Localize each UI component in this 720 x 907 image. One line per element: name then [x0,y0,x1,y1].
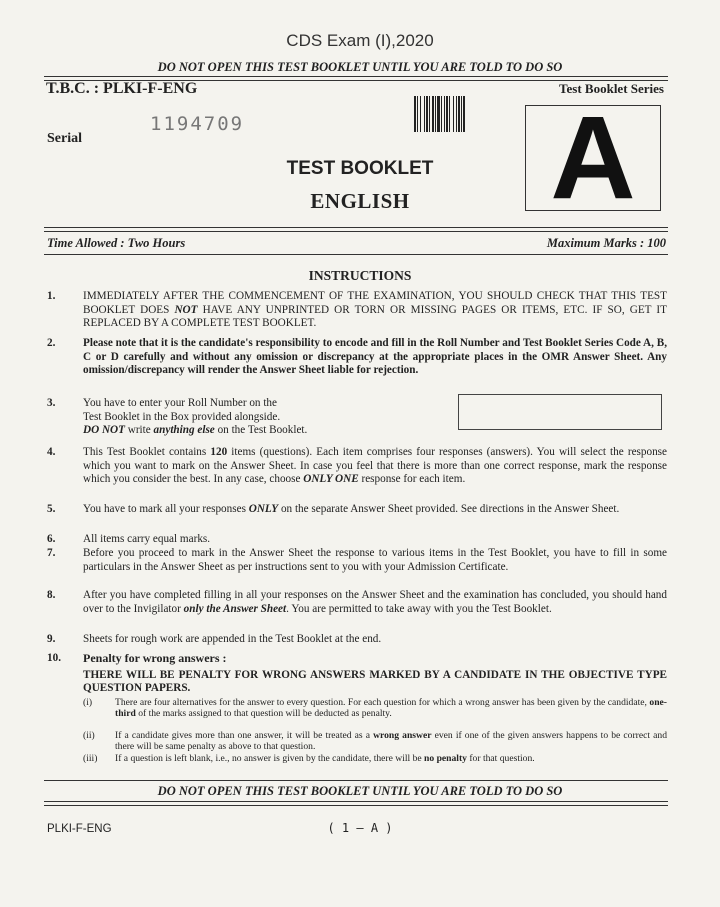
instruction-1 [47,290,667,331]
page-number: ( 1 – A ) [327,821,393,835]
item-number: 7. [47,547,56,559]
item-number: (i) [83,697,93,708]
emphasis: anything else [153,424,215,437]
item-number: 8. [47,589,56,601]
emphasis: DO NOT [83,424,125,437]
barcode [414,96,492,132]
emphasis: ONLY [248,503,279,515]
item-number: 9. [47,633,56,645]
text: Penalty for wrong answers : [83,651,227,665]
item-number: 3. [47,397,56,409]
instruction-10 [47,652,667,696]
instruction-6 [47,533,667,547]
text: on the separate Answer Sheet provided. See directions in the Answer Sheet. [278,503,620,515]
text: . You are permitted to take away with you the Test Booklet. [286,602,552,615]
text: This Test Booklet contains [83,446,211,458]
booklet-series-label: Test Booklet Series [559,81,664,96]
text: If a question is left blank, i.e., no answer is given by the candidate, there will be [115,753,425,764]
footer-code: PLKI-F-ENG [47,823,112,835]
instruction-9 [47,633,667,647]
text: THERE WILL BE PENALTY FOR WRONG ANSWERS MARKED BY A CANDIDATE IN THE OBJECTIVE TYPE QUESTION PAPERS. [83,668,667,695]
instruction-8 [47,589,667,616]
divider [44,254,668,255]
item-number: 1. [47,290,56,302]
item-number: 2. [47,337,56,349]
instruction-3 [47,397,447,438]
item-number: 4. [47,446,56,458]
top-warning: DO NOT OPEN THIS TEST BOOKLET UNTIL YOU ARE TOLD TO DO SO [157,60,563,74]
text: You have to enter your Roll Number on the [83,397,277,409]
divider [44,801,668,806]
emphasis: NOT [174,303,198,316]
instruction-7 [47,547,667,574]
text: After you have completed filling in all your responses on the Answer Sheet and the examination has concluded, you should hand over to the Invigilator [83,589,667,615]
tbc-code: T.B.C. : PLKI-F-ENG [46,80,198,97]
instruction-4 [47,446,667,487]
series-letter: A [550,92,636,224]
text: for that question. [466,753,535,764]
text: HAVE ANY UNPRINTED OR TORN OR MISSING PAGES OR ITEMS, ETC. IF SO, GET IT REPLACED BY A COMPLETE TEST BOOKLET. [83,303,667,330]
item-number: 5. [47,503,56,515]
emphasis: 120 [210,446,228,458]
text: All items carry equal marks. [83,533,211,545]
emphasis: one-third [115,697,667,719]
text: Please note that it is the candidate's responsibility to encode and fill in the Roll Number and Test Booklet Series Code A, B, C or D carefully and without any omission or discrepancy at the appropriate places in the OMR Answer Sheet. Any omission/discrepancy will render the Answer Sheet liable for rejection. [83,337,667,377]
time-allowed: Time Allowed : Two Hours [47,236,186,250]
penalty-rule-1 [83,697,667,719]
penalty-rule-2 [83,730,667,752]
divider [44,780,668,781]
text: even if one of the given answers happens to be correct and there will be same penalty as above to that question. [115,730,668,752]
maximum-marks: Maximum Marks : 100 [546,236,666,250]
text: items (questions). Each item comprises four responses (answers). You will select the response which you want to mark on the Answer Sheet. In case you feel that there is more than one correct response, mark the response which you consider the best. In any case, choose [83,446,667,486]
penalty-rule-3 [83,753,667,764]
instruction-5 [47,503,667,517]
exam-title: CDS Exam (I),2020 [286,31,434,50]
emphasis: no penalty [424,753,467,764]
instruction-2 [47,337,667,378]
subject-title: ENGLISH [310,189,410,213]
emphasis: wrong answer [373,730,432,741]
text: response for each item. [358,473,466,486]
roll-number-box[interactable] [458,394,662,430]
barcode-stripe [465,96,466,132]
bottom-warning: DO NOT OPEN THIS TEST BOOKLET UNTIL YOU ARE TOLD TO DO SO [157,784,563,798]
text: IMMEDIATELY AFTER THE COMMENCEMENT OF THE EXAMINATION, YOU SHOULD CHECK THAT THIS TEST BOOKLET DOES [83,290,667,316]
text: Sheets for rough work are appended in the Test Booklet at the end. [83,633,382,645]
booklet-title: TEST BOOKLET [286,158,434,179]
text: If a candidate gives more than one answer, it will be treated as a [115,730,374,741]
serial-label: Serial [47,131,82,146]
text: You have to mark all your responses [83,503,249,515]
divider [44,227,668,232]
item-number: (ii) [83,730,95,741]
serial-number: 1194709 [150,113,245,135]
text: Test Booklet in the Box provided alongside. [83,410,281,423]
emphasis: only the Answer Sheet [183,602,287,615]
emphasis: ONLY ONE [303,473,359,486]
text: write [124,424,154,437]
text: on the Test Booklet. [214,424,308,437]
text: of the marks assigned to that question will be deducted as penalty. [135,708,392,719]
text: There are four alternatives for the answer to every question. For each question for which a wrong answer has been given by the candidate, [115,697,650,708]
item-number: 6. [47,533,56,545]
text: Before you proceed to mark in the Answer Sheet the response to various items in the Test Booklet, you have to fill in some particulars in the Answer Sheet as per instructions sent to you with your Admission Certificate. [83,547,667,573]
item-number: 10. [47,652,61,664]
item-number: (iii) [83,753,98,764]
instructions-title: INSTRUCTIONS [308,268,412,283]
